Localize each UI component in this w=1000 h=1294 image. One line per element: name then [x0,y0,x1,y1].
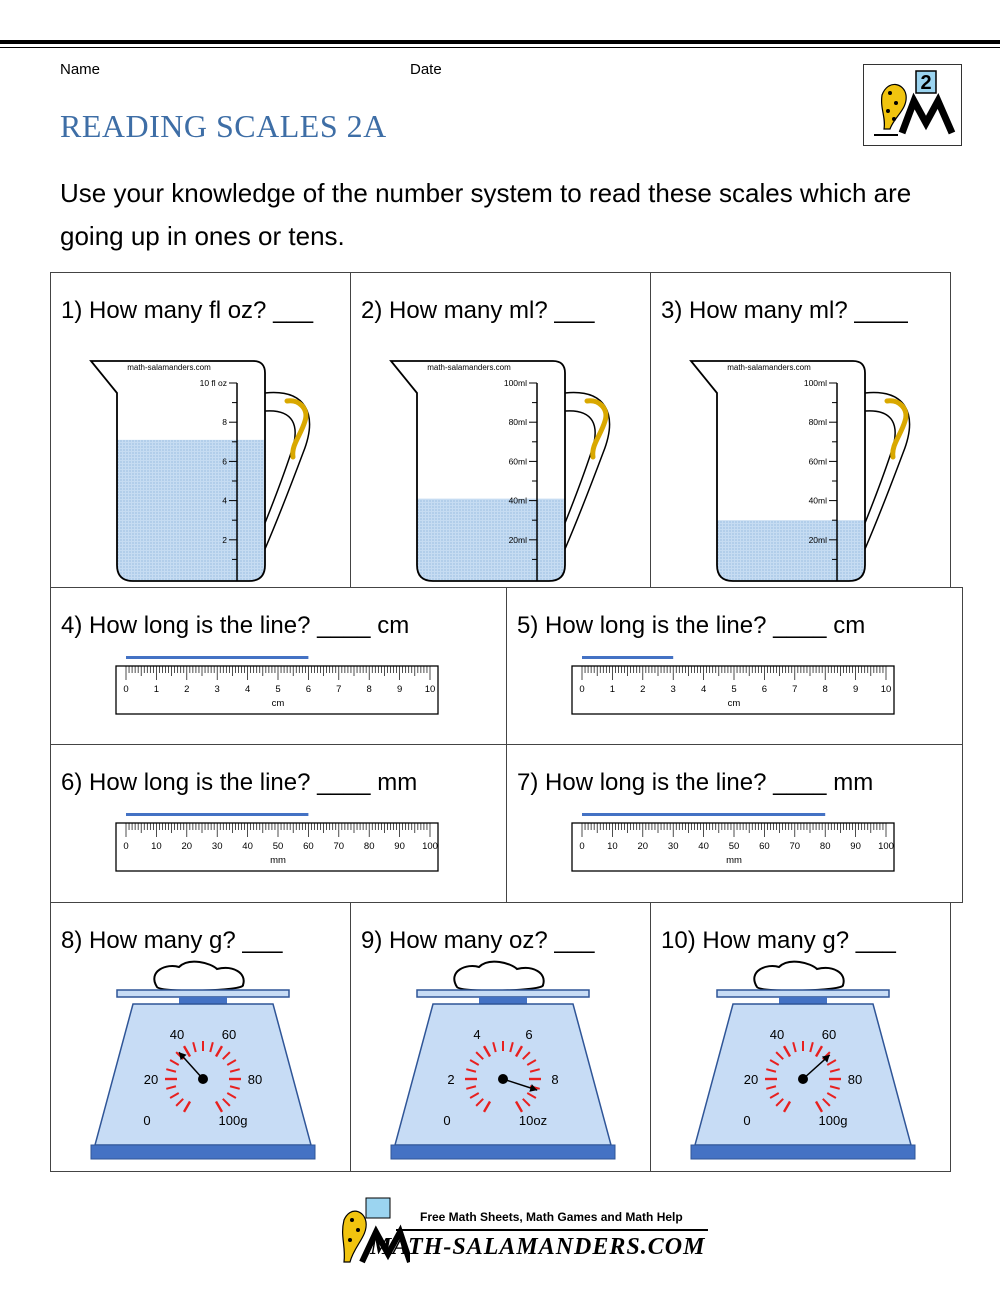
question-2-text: 2) How many ml? ___ [361,297,595,324]
ruler-tick-label: 90 [850,841,861,852]
question-9-cell [350,902,651,1172]
ruler-tick-label: 5 [731,684,737,695]
question-2-cell [350,272,651,588]
question-10-cell [650,902,951,1172]
ruler-tick-label: 20 [637,841,649,852]
ruler-tick-label: 10 [880,684,892,695]
ruler-tick-label: 3 [670,684,676,695]
ruler-tick-label: 40 [698,841,709,852]
question-5-cell [506,587,963,745]
ruler-tick-label: 60 [303,841,314,852]
dial-label: 20 [743,1072,759,1087]
ruler-tick-label: 100 [878,841,894,852]
dial-label: 10oz [518,1113,548,1129]
dial-label: 40 [169,1026,185,1042]
ruler-tick-label: 8 [366,684,372,695]
ruler-tick-label: 10 [607,841,618,852]
question-10-text: 10) How many g? ___ [661,927,896,954]
jug-scale-label: 40ml [808,495,827,506]
ruler-tick-label: 50 [272,841,284,852]
question-8-text: 8) How many g? ___ [61,927,283,954]
liquid-level [87,440,319,585]
ruler-unit-label: mm [270,855,286,866]
ruler-tick-label: 8 [822,684,828,695]
dial-label: 2 [447,1072,455,1087]
dial-label: 60 [221,1026,237,1042]
footer-tagline: Free Math Sheets, Math Games and Math Help [420,1210,683,1224]
dial-label: 80 [847,1072,863,1087]
dial-label: 40 [769,1026,785,1042]
ruler-unit-label: cm [727,698,741,709]
ruler-tick-label: 30 [211,841,223,852]
jug-scale-label: 60ml [808,456,827,467]
jug-scale-label: 20ml [508,534,527,545]
jug-scale-label: 100ml [503,378,527,388]
question-1-text: 1) How many fl oz? ___ [61,297,314,324]
ruler-unit-label: mm [726,855,742,866]
ruler-tick-label: 40 [242,841,253,852]
ruler-tick-label: 30 [667,841,679,852]
ruler-3 [115,811,443,880]
measuring-jug-2 [387,353,619,590]
ruler-tick-label: 6 [761,684,768,695]
weighing-scale-1 [87,951,319,1174]
ruler-tick-label: 5 [275,684,281,695]
ruler-tick-label: 9 [396,684,403,695]
ruler-tick-label: 10 [151,841,162,852]
question-3-cell [650,272,951,588]
ruler-tick-label: 100 [422,841,438,852]
dial-label: 4 [473,1026,481,1042]
ruler-tick-label: 20 [181,841,193,852]
question-1-cell [50,272,351,588]
weighing-scale-2 [387,951,619,1174]
ruler-tick-label: 2 [640,684,646,695]
ruler-tick-label: 3 [214,684,220,695]
jug-scale-label: 10 fl oz [199,378,227,388]
salamander-logo [863,64,962,146]
ruler-tick-label: 4 [700,684,707,695]
question-3-text: 3) How many ml? ____ [661,297,908,324]
footer-logo [330,1196,710,1268]
jug-scale-label: 60ml [508,456,527,467]
question-6-text: 6) How long is the line? ____ mm [61,769,418,796]
liquid-level [387,499,619,585]
ruler-tick-label: 60 [759,841,770,852]
ruler-tick-label: 0 [123,841,129,852]
measuring-jug-1 [87,353,319,590]
dial-label: 100g [218,1113,248,1129]
jug-scale-label: 4 [222,495,227,506]
measured-line [126,656,308,659]
ruler-tick-label: 70 [789,841,801,852]
instructions: Use your knowledge of the number system to read these scales which are going up in ones or tens. [60,178,912,251]
page-title: READING SCALES 2A [60,108,387,144]
measured-line [582,813,825,816]
ruler-tick-label: 80 [819,841,831,852]
ruler-tick-label: 1 [609,684,616,695]
question-8-cell [50,902,351,1172]
jug-scale-label: 2 [222,534,227,545]
liquid-level [687,520,919,585]
jug-scale-label: 80ml [508,417,527,428]
jug-scale-label: 80ml [808,417,827,428]
dial-label: 0 [443,1113,451,1129]
dial-label: 60 [821,1026,837,1042]
question-7-cell [506,744,963,903]
ruler-tick-label: 70 [333,841,345,852]
footer-site-name: MATH-SALAMANDERS.COM [370,1234,706,1260]
question-5-text: 5) How long is the line? ____ cm [517,612,866,639]
measured-line [126,813,308,816]
dial-label: 0 [143,1113,151,1129]
logo-number: 2 [920,72,932,94]
salamander-icon [587,401,606,457]
question-6-cell [50,744,507,903]
jug-scale-label: 6 [222,456,227,467]
ruler-tick-label: 7 [792,684,798,695]
jug-watermark: math-salamanders.com [127,363,211,372]
dial-label: 6 [525,1026,533,1042]
dial-label: 0 [743,1113,751,1129]
ruler-unit-label: cm [271,698,285,709]
question-9-text: 9) How many oz? ___ [361,927,595,954]
jug-scale-label: 8 [222,417,227,428]
ruler-tick-label: 9 [852,684,859,695]
date-label: Date [410,61,442,78]
ruler-2 [571,654,899,723]
name-label: Name [60,61,101,78]
ruler-4 [571,811,899,880]
question-4-cell [50,587,507,745]
top-rule-thick [0,40,1000,44]
ruler-tick-label: 4 [244,684,251,695]
dial-label: 80 [247,1072,263,1087]
salamander-icon [287,401,306,457]
ruler-tick-label: 50 [728,841,740,852]
jug-watermark: math-salamanders.com [427,363,511,372]
ruler-tick-label: 90 [394,841,405,852]
dial-label: 20 [143,1072,159,1087]
top-rule-thin [0,47,1000,48]
jug-scale-label: 40ml [508,495,527,506]
ruler-tick-label: 0 [123,684,129,695]
ruler-tick-label: 0 [579,684,585,695]
ruler-tick-label: 7 [336,684,342,695]
dial-label: 100g [818,1113,848,1129]
ruler-tick-label: 1 [153,684,160,695]
jug-scale-label: 20ml [808,534,827,545]
footer-divider [396,1229,708,1231]
salamander-icon [887,401,906,457]
ruler-tick-label: 0 [579,841,585,852]
measuring-jug-3 [687,353,919,590]
jug-watermark: math-salamanders.com [727,363,811,372]
question-7-text: 7) How long is the line? ____ mm [517,769,874,796]
ruler-tick-label: 10 [424,684,436,695]
ruler-tick-label: 2 [184,684,190,695]
ruler-tick-label: 80 [363,841,375,852]
dial-label: 8 [551,1072,559,1087]
ruler-tick-label: 6 [305,684,312,695]
measured-line [582,656,673,659]
question-4-text: 4) How long is the line? ____ cm [61,612,410,639]
weighing-scale-3 [687,951,919,1174]
jug-scale-label: 100ml [803,378,827,388]
ruler-1 [115,654,443,723]
